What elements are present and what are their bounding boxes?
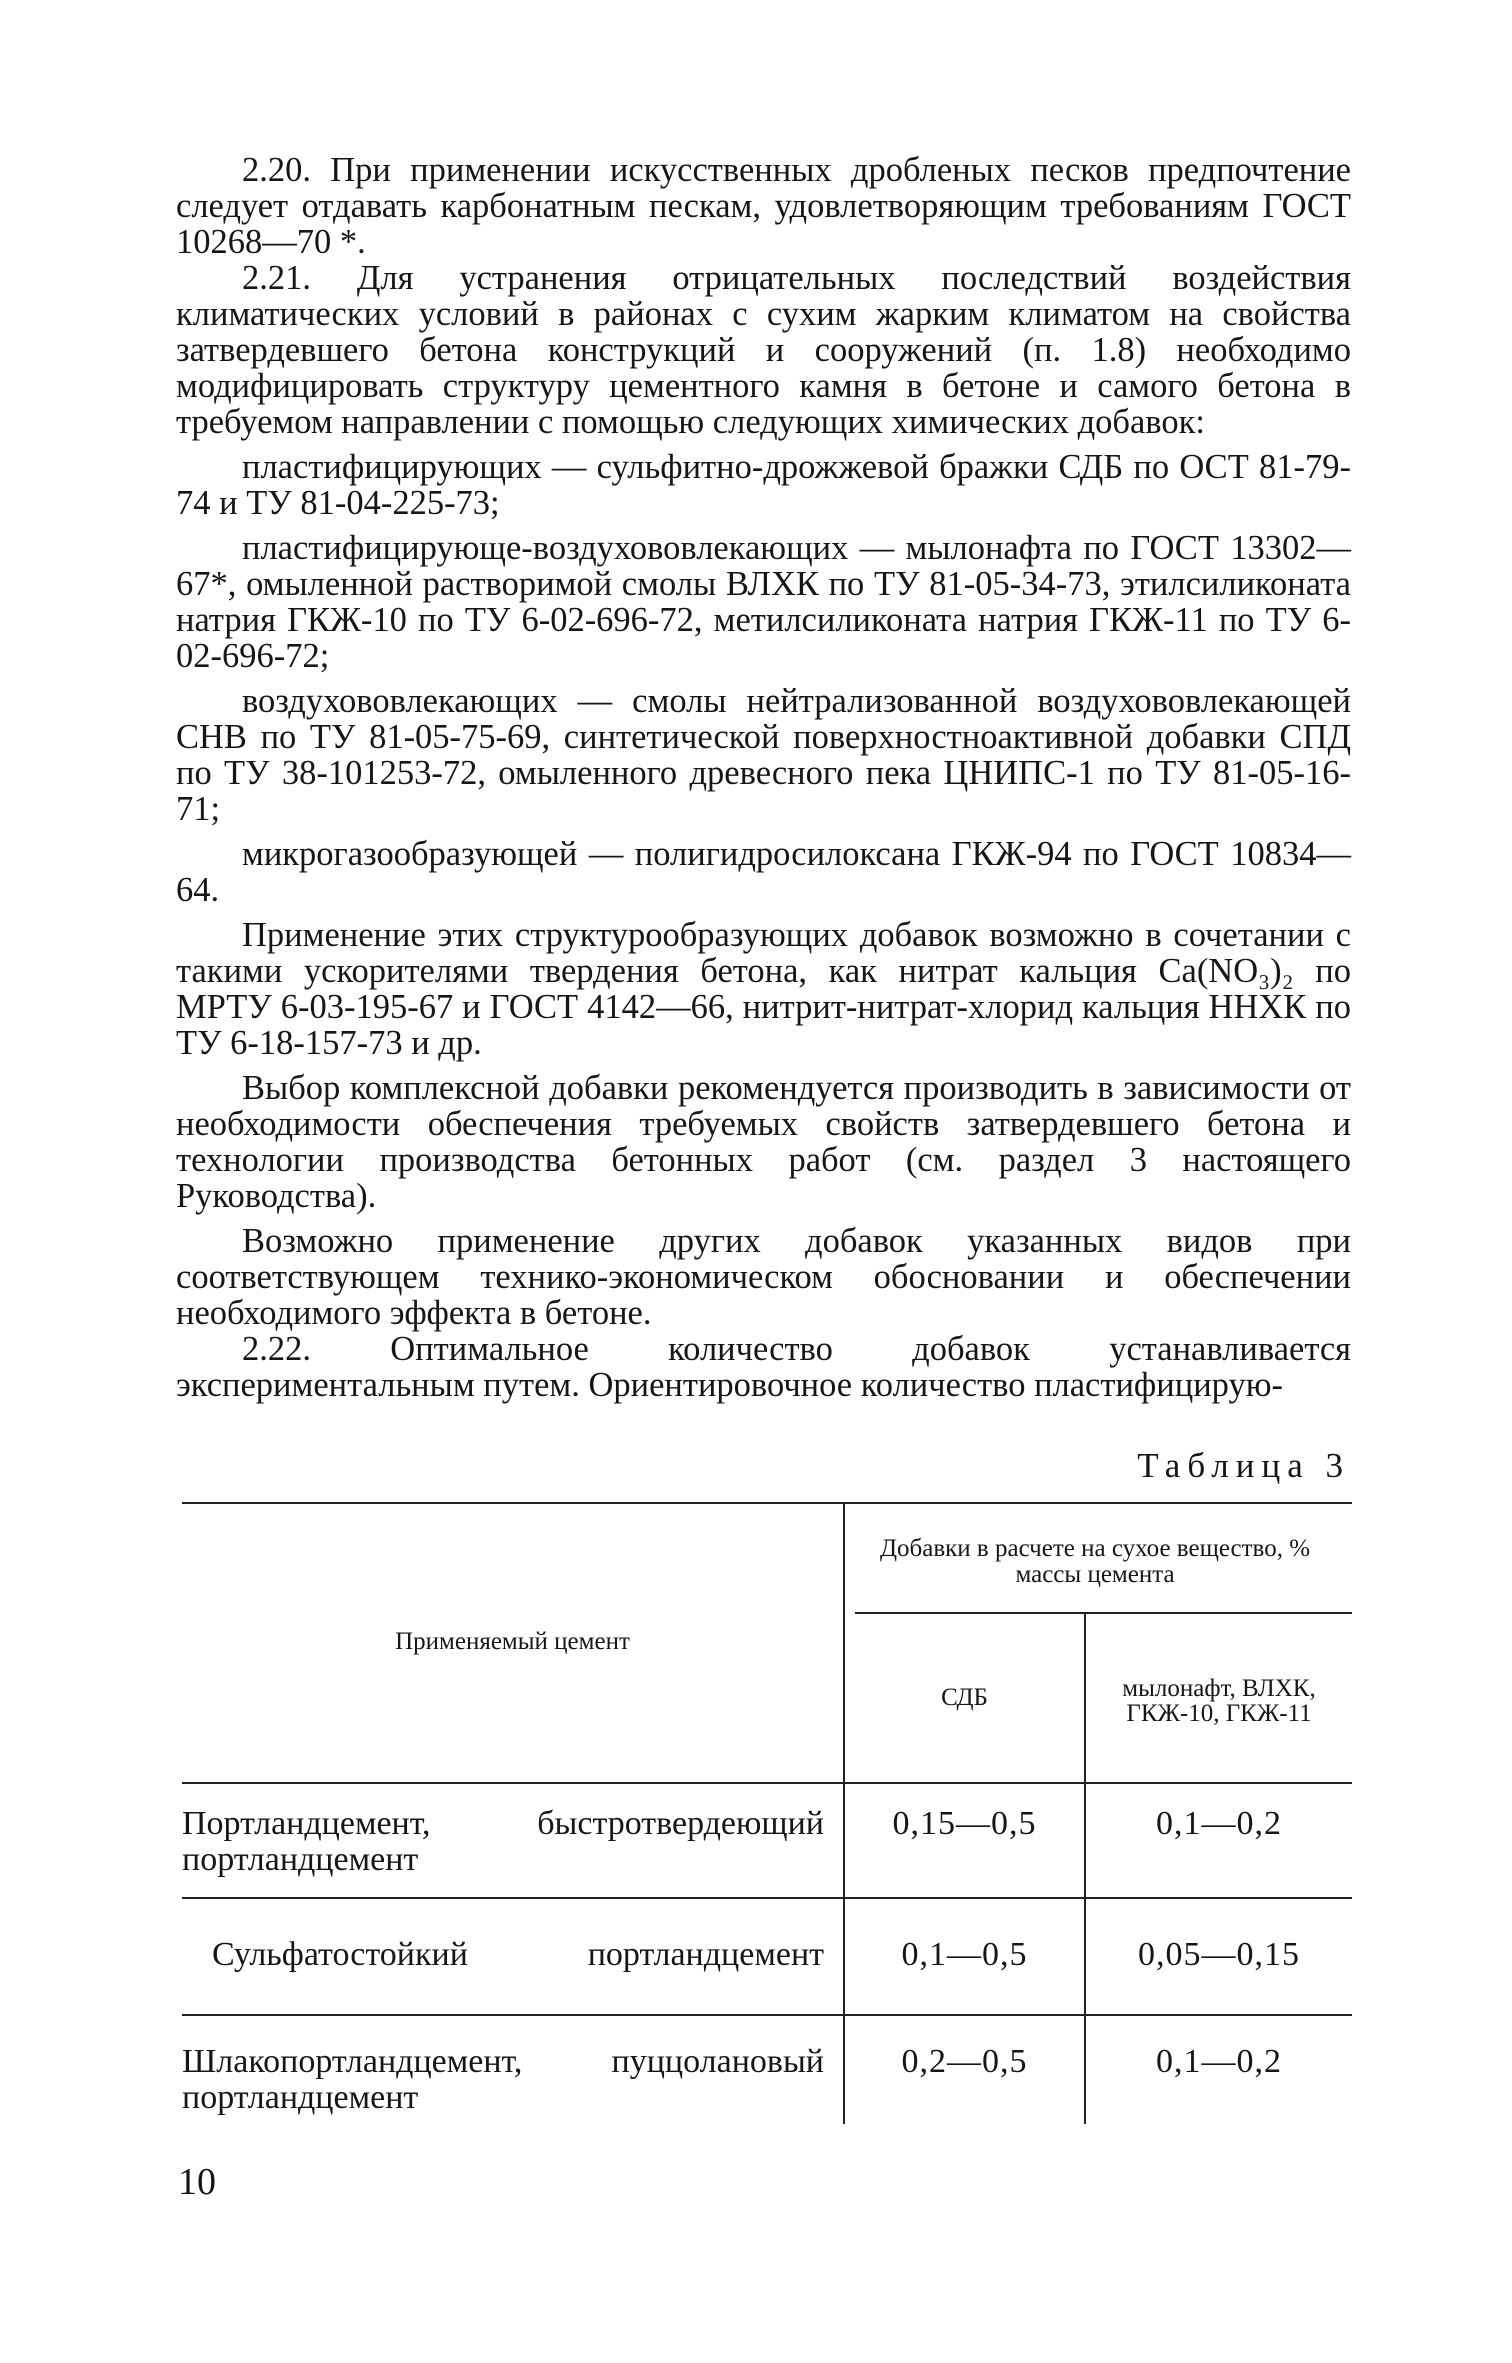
additives-table [182, 1502, 1352, 2124]
paragraph-other-additives: Возможно применение других добавок указанных видов при соответствующем технико-экономическом обосновании и обеспечении необходимого эффекта в бетоне. [176, 1222, 1351, 1332]
row-2-other: 0,05—0,15 [1138, 1936, 1300, 1973]
table-row-rule-1 [182, 1897, 1352, 1899]
paragraph-2-20: 2.20. При применении искусственных дробленых песков предпочтение следует отдавать карбонатным пескам, удовлетворяющим требованиям ГОСТ 10268—70 *. [176, 151, 1351, 261]
body-text [176, 152, 1351, 1403]
row-3-other: 0,1—0,2 [1156, 2043, 1282, 2080]
table-row-rule-2 [182, 2014, 1352, 2016]
row-2-cement: Сульфатостойкий портландцемент [212, 1936, 824, 1973]
paragraph-gas-forming: микрогазообразующей — полигидросилоксана ГКЖ-94 по ГОСТ 10834—64. [176, 835, 1351, 909]
table-header-rule [182, 1782, 1352, 1784]
row-3-sdb: 0,2—0,5 [901, 2043, 1028, 2080]
page-number: 10 [178, 2161, 216, 2203]
paragraph-2-22: 2.22. Оптимальное количество добавок устанавливается экспериментальным путем. Ориентировочное количество пластифицирую- [176, 1330, 1351, 1404]
header-other-additives: мылонафт, ВЛХК, ГКЖ-10, ГКЖ-11 [1122, 1675, 1316, 1727]
row-2-sdb: 0,1—0,5 [901, 1936, 1028, 1973]
header-additives-group: Добавки в расчете на сухое вещество, % массы цемента [879, 1535, 1311, 1588]
paragraph-plasticizers: пластифицирующих — сульфитно-дрожжевой бражки СДБ по ОСТ 81-79-74 и ТУ 81-04-225-73; [176, 448, 1351, 522]
paragraph-complex-additive: Выбор комплексной добавки рекомендуется производить в зависимости от необходимости обеспечения требуемых свойств затвердевшего бетона и технологии производства бетонных работ (см. раздел 3 настоящего Руководства). [176, 1069, 1351, 1215]
header-cement: Применяемый цемент [395, 1628, 630, 1655]
paragraph-air-entraining: воздухововлекающих — смолы нейтрализованной воздухововлекающей СНВ по ТУ 81-05-75-69, синтетической поверхностноактивной добавки СПД по ТУ 38-101253-72, омыленного древесного пека ЦНИПС-1 по ТУ 81-05-16-71; [176, 682, 1351, 828]
paragraph-plasticizer-air-entraining: пластифицирующе-воздухововлекающих — мылонафта по ГОСТ 13302—67*, омыленной растворимой смолы ВЛХК по ТУ 81-05-34-73, этилсиликоната натрия ГКЖ-10 по ТУ 6-02-696-72, метилсиликоната натрия ГКЖ-11 по ТУ 6-02-696-72; [176, 529, 1351, 675]
row-1-cement: Портландцемент, быстротвердеющий портландцемент [182, 1805, 824, 1878]
paragraph-2-21: 2.21. Для устранения отрицательных последствий воздействия климатических условий в районах с сухим жарким климатом на свойства затвердевшего бетона конструкций и сооружений (п. 1.8) необходимо модифицировать структуру цементного камня в бетоне и самого бетона в требуемом направлении с помощью следующих химических добавок: [176, 259, 1351, 441]
paragraph-accelerators: Применение этих структурообразующих добавок возможно в сочетании с такими ускорителями твердения бетона, как нитрат кальция Ca(NO₃)₂ по МРТУ 6-03-195-67 и ГОСТ 4142—66, нитрит-нитрат-хлорид кальция ННХК по ТУ 6-18-157-73 и др. [176, 916, 1351, 1062]
table-caption: Таблица 3 [1137, 1446, 1350, 1485]
header-sdb: СДБ [941, 1684, 988, 1711]
row-1-other: 0,1—0,2 [1156, 1805, 1282, 1842]
row-1-sdb: 0,15—0,5 [892, 1805, 1037, 1842]
row-3-cement: Шлакопортландцемент, пуццолановый портландцемент [182, 2043, 824, 2116]
